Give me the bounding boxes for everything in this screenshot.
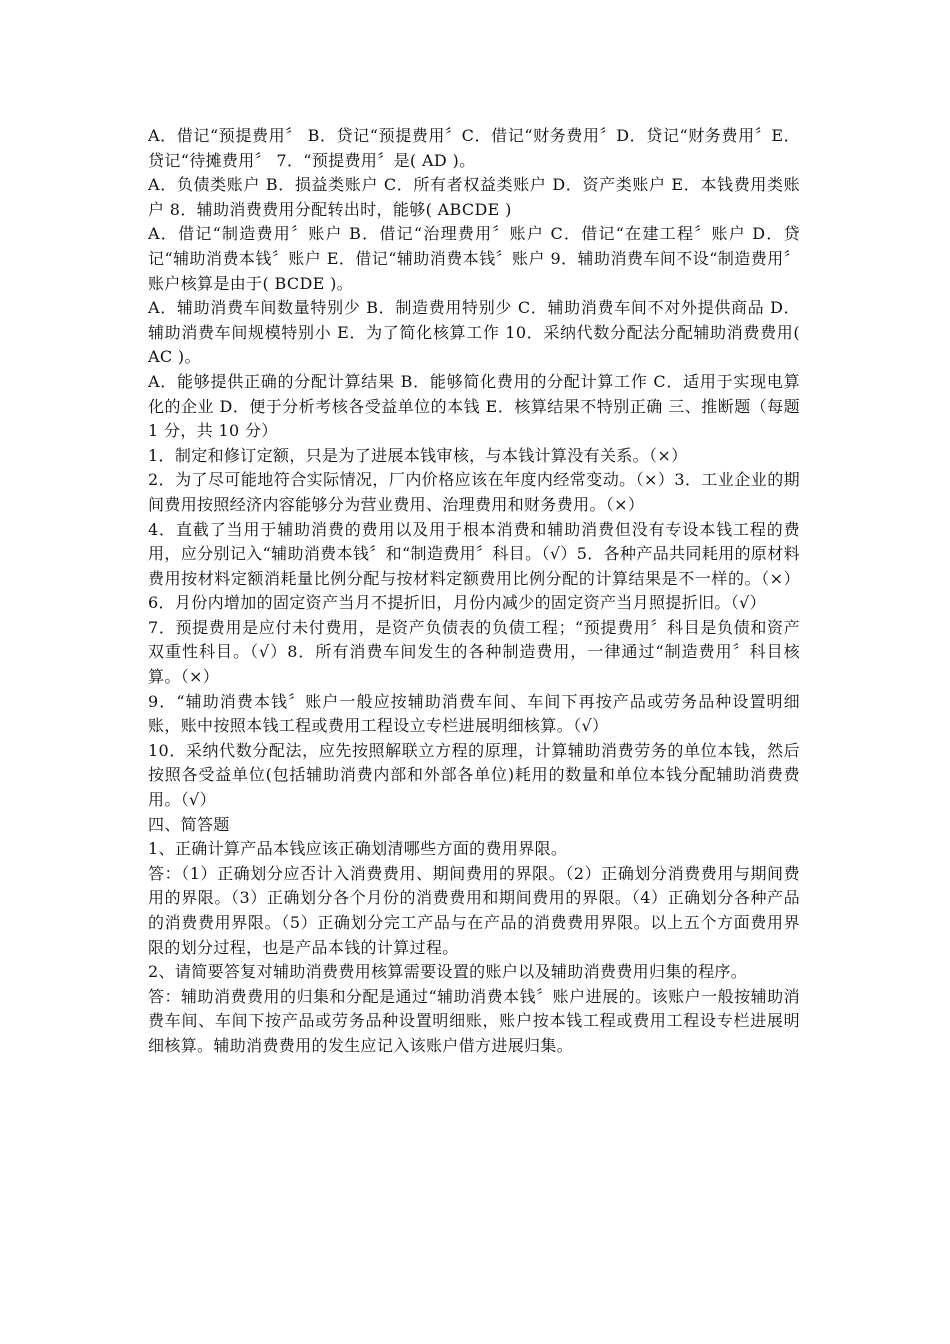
document-body [148,124,800,1059]
paragraph-4: A．辅助消费车间数量特别少 B．制造费用特别少 C．辅助消费车间不对外提供商品 D．辅助消费车间规模特别小 E．为了简化核算工作 10．采纳代数分配法分配辅助消费费用( AC )。 [148,298,800,367]
question-2: 2、请简要答复对辅助消费费用核算需要设置的账户以及辅助消费费用归集的程序。 [148,962,748,982]
paragraph-8: 4．直截了当用于辅助消费的费用以及用于根本消费和辅助消费但没有专设本钱工程的费用，应分别记入“辅助消费本钱〞和“制造费用〞科目。（√）5．各种产品共同耗用的原材料费用按材料定额消耗量比例分配与按材料定额费用比例分配的计算结果是不一样的。（×）6．月份内增加的固定资产当月不提折旧，月份内减少的固定资产当月照提折旧。（√） [148,519,800,613]
question-1: 1、正确计算产品本钱应该正确划清哪些方面的费用界限。 [148,839,568,859]
answer-1: 答：（1）正确划分应否计入消费费用、期间费用的界限。（2）正确划分消费费用与期间费用的界限。（3）正确划分各个月份的消费费用和期间费用的界限。（4）正确划分各种产品的消费费用界限。（5）正确划分完工产品与在产品的消费费用界限。以上五个方面费用界限的划分过程，也是产品本钱的计算过程。 [148,863,800,957]
section-heading: 四、简答题 [148,814,230,834]
paragraph-3: A．借记“制造费用〞账户 B．借记“治理费用〞账户 C．借记“在建工程〞账户 D．贷记“辅助消费本钱〞账户 E．借记“辅助消费本钱〞账户 9．辅助消费车间不设“制造费用〞账户核算是由于( BCDE )。 [148,224,800,293]
paragraph-11: 10．采纳代数分配法，应先按照解联立方程的原理，计算辅助消费劳务的单位本钱，然后按照各受益单位(包括辅助消费内部和外部各单位)耗用的数量和单位本钱分配辅助消费费用。（√） [148,740,800,810]
paragraph-10: 9．“辅助消费本钱〞账户一般应按辅助消费车间、车间下再按产品或劳务品种设置明细账，账中按照本钱工程或费用工程设立专栏进展明细核算。（√） [148,691,800,736]
paragraph-1: A．借记“预提费用〞 B．贷记“预提费用〞C．借记“财务费用〞D．贷记“财务费用〞E．贷记“待摊费用〞 7．“预提费用〞是( AD )。 [148,126,800,170]
paragraph-5: A．能够提供正确的分配计算结果 B．能够简化费用的分配计算工作 C．适用于实现电算化的企业 D．便于分析考核各受益单位的本钱 E．核算结果不特别正确 三、推断题（每题 1 分，共 10 分） [148,371,800,441]
paragraph-6: 1．制定和修订定额，只是为了进展本钱审核，与本钱计算没有关系。（×） [148,445,688,465]
answer-2: 答：辅助消费费用的归集和分配是通过“辅助消费本钱〞账户进展的。该账户一般按辅助消费车间、车间下按产品或劳务品种设置明细账，账户按本钱工程或费用工程设专栏进展明细核算。辅助消费费用的发生应记入该账户借方进展归集。 [148,986,800,1055]
paragraph-9: 7．预提费用是应付未付费用，是资产负债表的负债工程；“预提费用〞科目是负债和资产双重性科目。（√）8．所有消费车间发生的各种制造费用，一律通过“制造费用〞科目核算。（×） [148,617,800,687]
paragraph-2: A．负债类账户 B．损益类账户 C．所有者权益类账户 D．资产类账户 E．本钱费用类账户 8．辅助消费费用分配转出时，能够( ABCDE ) [148,175,800,219]
paragraph-7: 2．为了尽可能地符合实际情况，厂内价格应该在年度内经常变动。（×）3．工业企业的期间费用按照经济内容能够分为营业费用、治理费用和财务费用。（×） [148,470,800,514]
